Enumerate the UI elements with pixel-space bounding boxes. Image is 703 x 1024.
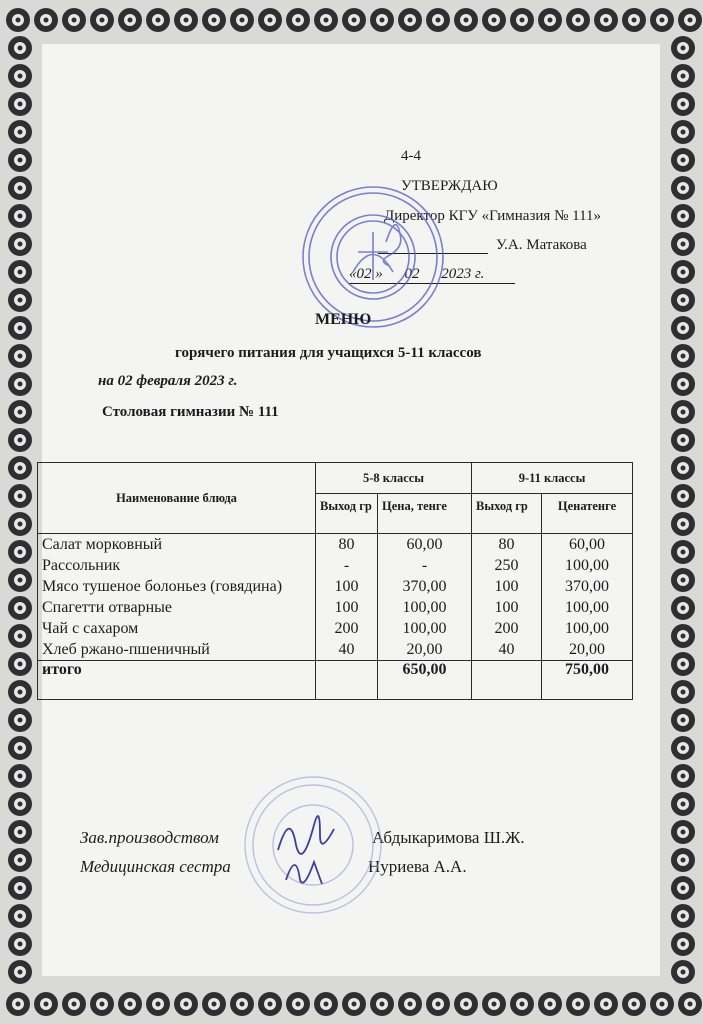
ornament-flower: [118, 992, 142, 1016]
total-row: [38, 661, 633, 700]
ornament-flower: [8, 344, 32, 368]
document-subtitle: горячего питания для учащихся 5-11 классов: [175, 345, 482, 361]
document-number: 4-4: [401, 148, 421, 164]
ornament-flower: [594, 992, 618, 1016]
ornament-flower: [510, 992, 534, 1016]
header-dish-name: Наименование блюда: [38, 463, 316, 534]
ornament-flower: [118, 8, 142, 32]
menu-row: [38, 576, 633, 597]
total-empty-2: [472, 661, 542, 700]
ornament-flower: [671, 624, 695, 648]
ornament-flower: [8, 904, 32, 928]
role-production-head: Зав.производством: [80, 828, 219, 847]
ornament-flower: [671, 204, 695, 228]
output-5-8: 200: [316, 618, 378, 639]
output-9-11: 80: [472, 534, 542, 556]
ornament-flower: [62, 8, 86, 32]
ornament-flower: [8, 680, 32, 704]
ornament-flower: [671, 792, 695, 816]
price-5-8: 100,00: [378, 597, 472, 618]
ornament-flower: [8, 148, 32, 172]
ornament-flower: [671, 904, 695, 928]
ornament-flower: [8, 624, 32, 648]
price-9-11: 100,00: [542, 597, 633, 618]
price-5-8: 100,00: [378, 618, 472, 639]
ornament-flower: [671, 932, 695, 956]
ornament-flower: [8, 288, 32, 312]
ornament-flower: [671, 372, 695, 396]
ornament-flower: [594, 8, 618, 32]
ornament-flower: [8, 764, 32, 788]
ornament-flower: [622, 992, 646, 1016]
ornament-flower: [6, 992, 30, 1016]
output-9-11: 100: [472, 597, 542, 618]
canteen-name: Столовая гимназии № 111: [102, 404, 279, 420]
ornament-flower: [8, 932, 32, 956]
table-header-row: [38, 463, 633, 494]
ornament-flower: [8, 316, 32, 340]
ornament-flower: [8, 36, 32, 60]
ornament-flower: [671, 456, 695, 480]
ornament-flower: [566, 8, 590, 32]
ornament-flower: [671, 848, 695, 872]
ornament-flower: [671, 36, 695, 60]
ornament-flower: [8, 848, 32, 872]
ornament-flower: [8, 540, 32, 564]
ornament-flower: [90, 992, 114, 1016]
dish-name: Рассольник: [38, 555, 316, 576]
menu-row: [38, 597, 633, 618]
ornament-flower: [8, 120, 32, 144]
dish-name: Спагетти отварные: [38, 597, 316, 618]
medical-stamp: [238, 770, 388, 920]
ornament-flower: [650, 8, 674, 32]
price-9-11: 60,00: [542, 534, 633, 556]
ornament-flower: [258, 992, 282, 1016]
total-5-8: 650,00: [378, 661, 472, 700]
approve-label: УТВЕРЖДАЮ: [401, 178, 498, 194]
ornament-flower: [426, 8, 450, 32]
ornament-flower: [8, 232, 32, 256]
ornament-flower: [370, 992, 394, 1016]
menu-date: на 02 февраля 2023 г.: [98, 373, 238, 389]
document-title: МЕНЮ: [315, 311, 372, 328]
price-9-11: 20,00: [542, 639, 633, 661]
ornament-flower: [671, 484, 695, 508]
output-5-8: 80: [316, 534, 378, 556]
date-month: 02: [404, 266, 420, 282]
ornament-flower: [671, 316, 695, 340]
ornament-flower: [671, 260, 695, 284]
ornament-flower: [671, 512, 695, 536]
ornament-flower: [622, 8, 646, 32]
ornament-flower: [202, 8, 226, 32]
ornament-flower: [671, 736, 695, 760]
ornament-flower: [650, 992, 674, 1016]
header-group-9-11: 9-11 классы: [472, 463, 633, 494]
ornament-flower: [510, 8, 534, 32]
menu-row: [38, 618, 633, 639]
price-5-8: 370,00: [378, 576, 472, 597]
ornament-flower: [671, 764, 695, 788]
ornament-flower: [90, 8, 114, 32]
menu-rows: [38, 534, 633, 661]
output-9-11: 100: [472, 576, 542, 597]
output-9-11: 40: [472, 639, 542, 661]
ornament-flower: [671, 92, 695, 116]
ornament-flower: [482, 8, 506, 32]
ornament-flower: [370, 8, 394, 32]
menu-row: [38, 639, 633, 661]
ornament-flower: [62, 992, 86, 1016]
dish-name: Чай с сахаром: [38, 618, 316, 639]
ornament-flower: [342, 8, 366, 32]
ornament-flower: [671, 428, 695, 452]
ornament-flower: [671, 960, 695, 984]
output-5-8: -: [316, 555, 378, 576]
ornament-flower: [671, 232, 695, 256]
menu-table: [37, 462, 633, 700]
output-5-8: 40: [316, 639, 378, 661]
header-output-5-8: Выход гр: [316, 494, 378, 534]
total-9-11: 750,00: [542, 661, 633, 700]
dish-name: Мясо тушеное болоньез (говядина): [38, 576, 316, 597]
price-5-8: 20,00: [378, 639, 472, 661]
ornament-flower: [671, 288, 695, 312]
ornament-flower: [671, 652, 695, 676]
ornament-flower: [671, 568, 695, 592]
name-production-head: Абдыкаримова Ш.Ж.: [372, 828, 525, 847]
ornament-flower: [671, 820, 695, 844]
ornament-flower: [8, 260, 32, 284]
ornament-flower: [314, 992, 338, 1016]
dish-name: Салат морковный: [38, 534, 316, 556]
ornament-flower: [671, 176, 695, 200]
date-day: «02 »: [349, 266, 383, 282]
price-5-8: 60,00: [378, 534, 472, 556]
ornament-flower: [671, 148, 695, 172]
ornament-flower: [6, 8, 30, 32]
date-year: 2023 г.: [441, 266, 485, 282]
price-9-11: 370,00: [542, 576, 633, 597]
signer-name: У.А. Матакова: [496, 237, 587, 253]
ornament-flower: [398, 8, 422, 32]
ornament-flower: [8, 708, 32, 732]
name-nurse: Нуриева А.А.: [368, 857, 467, 876]
ornament-flower: [8, 428, 32, 452]
ornament-flower: [671, 680, 695, 704]
menu-row: [38, 555, 633, 576]
ornament-flower: [8, 960, 32, 984]
ornament-flower: [146, 992, 170, 1016]
output-9-11: 200: [472, 618, 542, 639]
ornament-flower: [454, 8, 478, 32]
output-9-11: 250: [472, 555, 542, 576]
ornament-flower: [8, 176, 32, 200]
ornament-flower: [8, 512, 32, 536]
ornament-flower: [146, 8, 170, 32]
ornament-flower: [8, 372, 32, 396]
ornament-flower: [8, 876, 32, 900]
ornament-flower: [174, 8, 198, 32]
ornament-flower: [174, 992, 198, 1016]
ornament-flower: [566, 992, 590, 1016]
ornament-flower: [258, 8, 282, 32]
ornament-flower: [671, 400, 695, 424]
ornament-flower: [671, 120, 695, 144]
ornament-flower: [8, 736, 32, 760]
ornament-flower: [8, 92, 32, 116]
price-9-11: 100,00: [542, 618, 633, 639]
ornament-flower: [8, 204, 32, 228]
ornament-flower: [671, 540, 695, 564]
header-price-5-8: Цена, тенге: [378, 494, 472, 534]
ornament-flower: [671, 64, 695, 88]
output-5-8: 100: [316, 576, 378, 597]
total-empty-1: [316, 661, 378, 700]
header-output-9-11: Выход гр: [472, 494, 542, 534]
ornament-flower: [538, 992, 562, 1016]
ornament-flower: [8, 820, 32, 844]
ornament-flower: [230, 8, 254, 32]
ornament-flower: [8, 456, 32, 480]
ornament-flower: [34, 8, 58, 32]
ornament-flower: [8, 596, 32, 620]
director-title: Директор КГУ «Гимназия № 111»: [384, 208, 602, 224]
total-label: итого: [38, 661, 316, 700]
ornament-flower: [671, 708, 695, 732]
ornament-flower: [8, 568, 32, 592]
ornament-flower: [8, 64, 32, 88]
official-stamp: [298, 182, 448, 332]
header-group-5-8: 5-8 классы: [316, 463, 472, 494]
ornament-flower: [454, 992, 478, 1016]
output-5-8: 100: [316, 597, 378, 618]
ornament-flower: [314, 8, 338, 32]
ornament-flower: [482, 992, 506, 1016]
ornament-flower: [8, 400, 32, 424]
ornament-flower: [398, 992, 422, 1016]
ornament-flower: [678, 8, 702, 32]
ornament-flower: [8, 792, 32, 816]
ornament-flower: [678, 992, 702, 1016]
ornament-flower: [34, 992, 58, 1016]
menu-row: [38, 534, 633, 556]
ornament-flower: [671, 596, 695, 620]
ornament-flower: [671, 876, 695, 900]
ornament-flower: [230, 992, 254, 1016]
price-5-8: -: [378, 555, 472, 576]
price-9-11: 100,00: [542, 555, 633, 576]
ornament-flower: [8, 652, 32, 676]
ornament-flower: [202, 992, 226, 1016]
header-price-9-11: Ценатенге: [542, 494, 633, 534]
ornament-flower: [671, 344, 695, 368]
ornament-flower: [286, 992, 310, 1016]
ornament-flower: [342, 992, 366, 1016]
ornament-flower: [8, 484, 32, 508]
ornament-flower: [286, 8, 310, 32]
ornament-flower: [538, 8, 562, 32]
dish-name: Хлеб ржано-пшеничный: [38, 639, 316, 661]
role-nurse: Медицинская сестра: [80, 857, 231, 876]
ornament-flower: [426, 992, 450, 1016]
